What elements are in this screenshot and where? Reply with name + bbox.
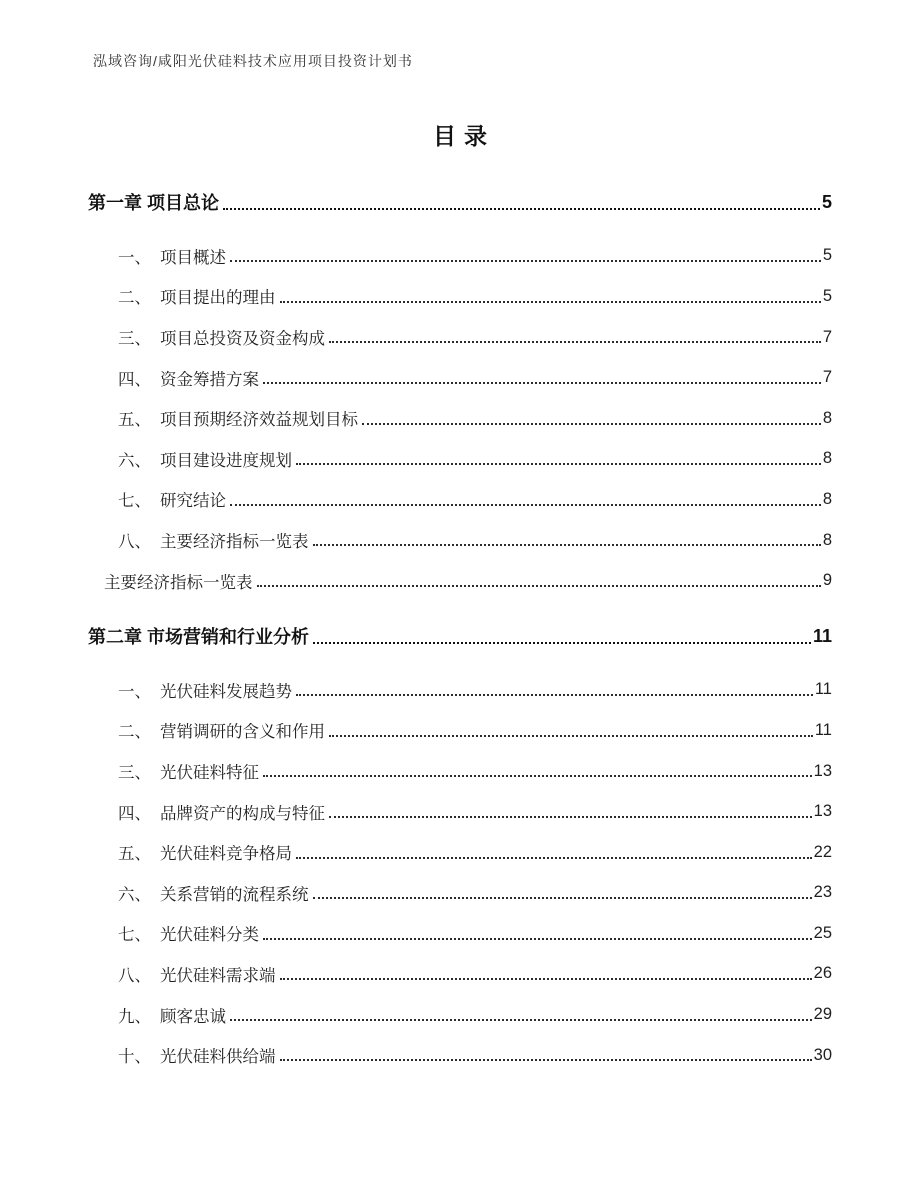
toc-item-page-number: 11	[814, 720, 832, 739]
dot-leader	[296, 694, 813, 696]
toc-item-page-number: 8	[822, 489, 832, 508]
toc-item-entry[interactable]	[0, 751, 920, 792]
toc-item-entry[interactable]	[0, 236, 920, 277]
toc-item-page-number: 30	[813, 1045, 832, 1064]
toc-item-entry[interactable]	[0, 670, 920, 711]
toc-item-page-number: 11	[814, 680, 832, 699]
toc-item-label: 营销调研的含义和作用	[160, 723, 325, 742]
toc-item-ordinal: 三、	[118, 330, 151, 349]
toc-item-ordinal: 五、	[118, 845, 151, 864]
toc-item-label: 项目提出的理由	[160, 289, 276, 308]
toc-item-label: 关系营销的流程系统	[160, 885, 309, 904]
dot-leader	[223, 208, 820, 210]
toc-item-page-number: 5	[822, 286, 832, 305]
toc-item-entry[interactable]	[0, 710, 920, 751]
toc-item-label: 光伏硅料特征	[160, 764, 259, 783]
dot-leader	[280, 978, 812, 980]
toc-item-label: 品牌资产的构成与特征	[160, 804, 325, 823]
toc-item-page-number: 25	[813, 923, 832, 942]
toc-item-label: 主要经济指标一览表	[104, 573, 253, 592]
dot-leader	[257, 585, 821, 587]
toc-item-page-number: 13	[813, 761, 832, 780]
toc-section-items	[0, 236, 920, 601]
toc-item-label: 资金筹措方案	[160, 370, 259, 389]
toc-item-entry[interactable]	[0, 913, 920, 954]
toc-item-label: 顾客忠诚	[160, 1007, 226, 1026]
toc-item-entry[interactable]	[0, 439, 920, 480]
dot-leader	[263, 938, 812, 940]
toc-item-page-number: 7	[822, 327, 832, 346]
toc-item-label: 项目总投资及资金构成	[160, 330, 325, 349]
dot-leader	[329, 816, 812, 818]
dot-leader	[329, 735, 813, 737]
toc-item-label: 研究结论	[160, 492, 226, 511]
toc-item-label: 主要经济指标一览表	[160, 533, 309, 552]
toc-item-ordinal: 七、	[118, 492, 151, 511]
toc-item-label: 项目建设进度规划	[160, 451, 292, 470]
toc-item-page-number: 26	[813, 964, 832, 983]
toc-item-ordinal: 九、	[118, 1007, 151, 1026]
toc-item-ordinal: 五、	[118, 411, 151, 430]
dot-leader	[230, 260, 821, 262]
toc-item-label: 光伏硅料发展趋势	[160, 682, 292, 701]
toc-section-items	[0, 670, 920, 1076]
toc-item-entry[interactable]	[0, 520, 920, 561]
toc-item-entry[interactable]	[0, 398, 920, 439]
toc-item-ordinal: 二、	[118, 723, 151, 742]
toc-item-entry[interactable]	[0, 994, 920, 1035]
dot-leader	[313, 897, 812, 899]
toc-chapter-entry[interactable]	[0, 182, 920, 223]
dot-leader	[313, 544, 821, 546]
toc-item-page-number: 29	[813, 1005, 832, 1024]
toc-item-entry[interactable]	[0, 276, 920, 317]
dot-leader	[263, 775, 812, 777]
dot-leader	[296, 463, 821, 465]
toc-chapter-page-number: 5	[821, 191, 832, 212]
toc-item-ordinal: 八、	[118, 533, 151, 552]
dot-leader	[263, 382, 821, 384]
toc-item-page-number: 7	[822, 368, 832, 387]
toc-item-ordinal: 七、	[118, 926, 151, 945]
toc-item-entry[interactable]	[0, 954, 920, 995]
toc-item-ordinal: 十、	[118, 1048, 151, 1067]
toc-title: 目录	[433, 123, 495, 149]
toc-chapter-label: 第二章 市场营销和行业分析	[88, 627, 309, 648]
toc-item-page-number: 9	[822, 571, 832, 590]
toc-item-ordinal: 一、	[118, 248, 151, 267]
toc-item-label: 光伏硅料竞争格局	[160, 845, 292, 864]
toc-item-page-number: 8	[822, 408, 832, 427]
toc-item-label: 项目预期经济效益规划目标	[160, 411, 358, 430]
toc-item-entry[interactable]	[0, 357, 920, 398]
dot-leader	[230, 1019, 812, 1021]
toc-item-ordinal: 六、	[118, 451, 151, 470]
toc-item-ordinal: 三、	[118, 764, 151, 783]
toc-item-page-number: 13	[813, 802, 832, 821]
toc-item-label: 光伏硅料需求端	[160, 966, 276, 985]
toc-item-page-number: 8	[822, 449, 832, 468]
toc-item-ordinal: 二、	[118, 289, 151, 308]
toc-section	[0, 182, 920, 601]
toc-item-page-number: 5	[822, 246, 832, 265]
dot-leader	[230, 504, 821, 506]
toc-item-ordinal: 一、	[118, 682, 151, 701]
toc-item-entry[interactable]	[0, 479, 920, 520]
toc-item-label: 光伏硅料分类	[160, 926, 259, 945]
toc-item-page-number: 23	[813, 883, 832, 902]
toc-chapter-entry[interactable]	[0, 616, 920, 657]
dot-leader	[280, 301, 821, 303]
toc-chapter-label: 第一章 项目总论	[88, 193, 220, 214]
toc-item-entry[interactable]	[0, 873, 920, 914]
dot-leader	[329, 341, 821, 343]
toc-item-page-number: 8	[822, 530, 832, 549]
toc-item-ordinal: 四、	[118, 804, 151, 823]
toc-item-entry[interactable]	[0, 832, 920, 873]
toc-item-entry[interactable]	[0, 560, 920, 601]
toc-item-ordinal: 八、	[118, 966, 151, 985]
toc-item-ordinal: 六、	[118, 885, 151, 904]
toc-item-entry[interactable]	[0, 791, 920, 832]
dot-leader	[296, 857, 812, 859]
dot-leader	[313, 642, 811, 644]
toc-item-ordinal: 四、	[118, 370, 151, 389]
dot-leader	[280, 1059, 812, 1061]
toc-item-label: 光伏硅料供给端	[160, 1048, 276, 1067]
dot-leader	[362, 423, 821, 425]
document-header: 泓域咨询/咸阳光伏硅料技术应用项目投资计划书	[93, 53, 413, 69]
toc-chapter-page-number: 11	[812, 625, 832, 646]
toc-item-label: 项目概述	[160, 248, 226, 267]
toc-item-page-number: 22	[813, 842, 832, 861]
toc-list	[0, 182, 920, 1075]
toc-item-entry[interactable]	[0, 317, 920, 358]
toc-section	[0, 616, 920, 1076]
toc-item-entry[interactable]	[0, 1035, 920, 1076]
